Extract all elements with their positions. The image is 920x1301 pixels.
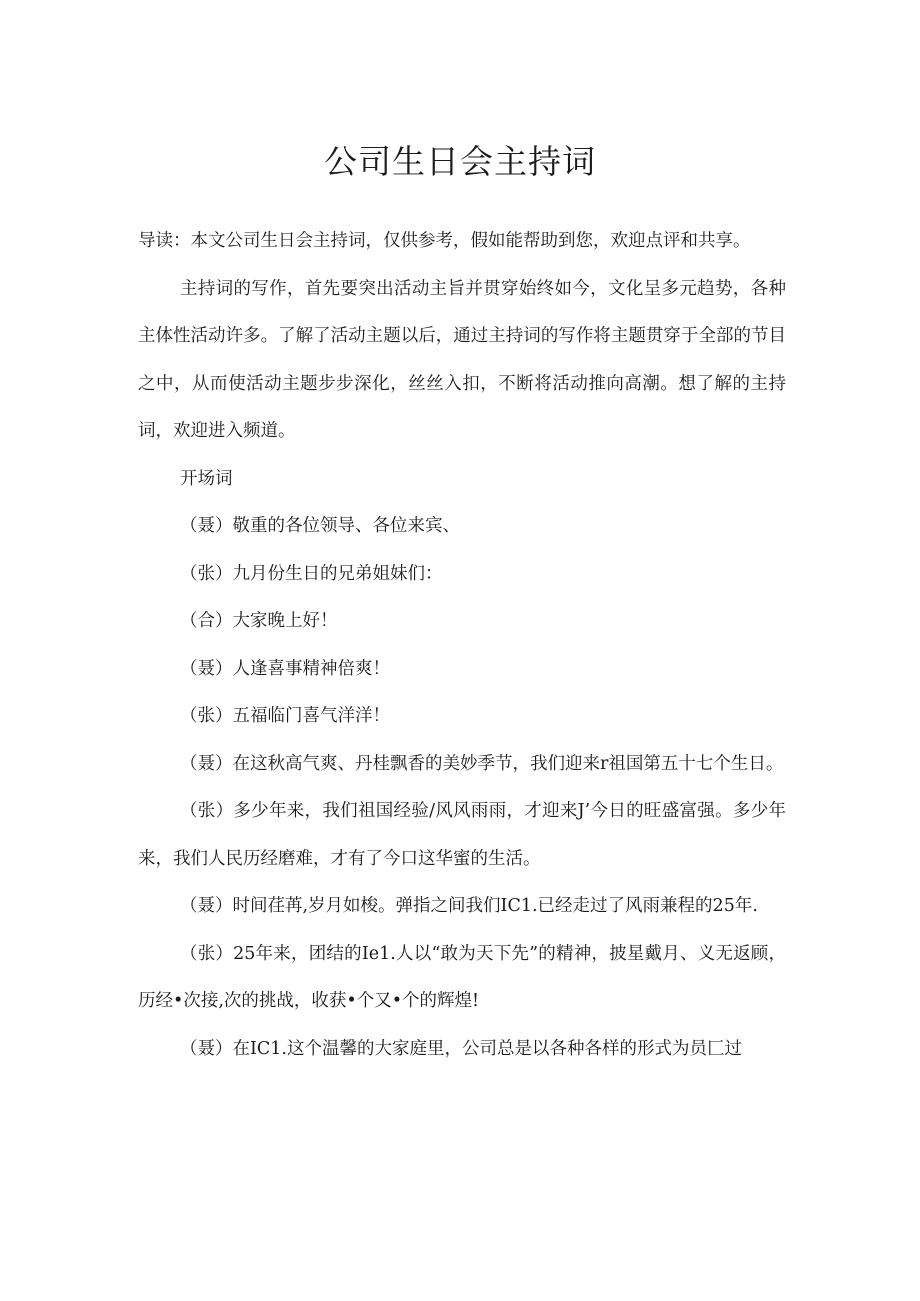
dialogue-line: （张）多少年来，我们祖国经验/风风雨雨，才迎来J’今日的旺盛富强。多少年来，我们人民历经磨难，才有了今口这华蜜的生活。 xyxy=(138,801,786,869)
dialogue-line: （聂）人逢喜事精神倍爽！ xyxy=(180,658,390,679)
dialogue-line: （聂）敬重的各位领导、各位来宾、 xyxy=(180,516,460,536)
section-heading: 开场词 xyxy=(180,468,233,489)
dialogue-line: （张）五福临门喜气洋洋！ xyxy=(180,706,390,726)
body-paragraph: 主持词的写作，首先要突出活动主旨并贯穿始终如今，文化呈多元趋势，各种主体性活动许多。了解了活动主题以后，通过主持词的写作将主题贯穿于全部的节目之中，从而使活动主题步步深化，丝丝入扣，不断将活动推向高潮。想了解的主持词，欢迎进入频道。 xyxy=(138,278,786,441)
dialogue-line: （聂）在这秋高气爽、丹桂飘香的美妙季节，我们迎来r祖国第五十七个生日。 xyxy=(180,753,784,774)
dialogue-line: （合）大家晚上好！ xyxy=(180,611,338,631)
document-title: 公司生日会主持词 xyxy=(324,142,596,181)
dialogue-line: （张）九月份生日的兄弟姐妹们： xyxy=(180,563,443,584)
dialogue-line: （张）25年来，团结的Ie1.人以“敢为天下先”的精神，披星戴月、义无返顾，历经•次接,次的挑战，收获•个又•个的辉煌! xyxy=(138,943,786,1011)
document-body xyxy=(138,218,786,1073)
intro-paragraph: 导读：本文公司生日会主持词，仅供参考，假如能帮助到您，欢迎点评和共享。 xyxy=(138,231,751,251)
dialogue-line: （聂）在IC1.这个温馨的大家庭里，公司总是以各种各样的形式为员匚过 xyxy=(180,1038,742,1059)
dialogue-line: （聂）时间荏苒,岁月如梭。弹指之间我们IC1.已经走过了风雨兼程的25年. xyxy=(180,896,758,916)
